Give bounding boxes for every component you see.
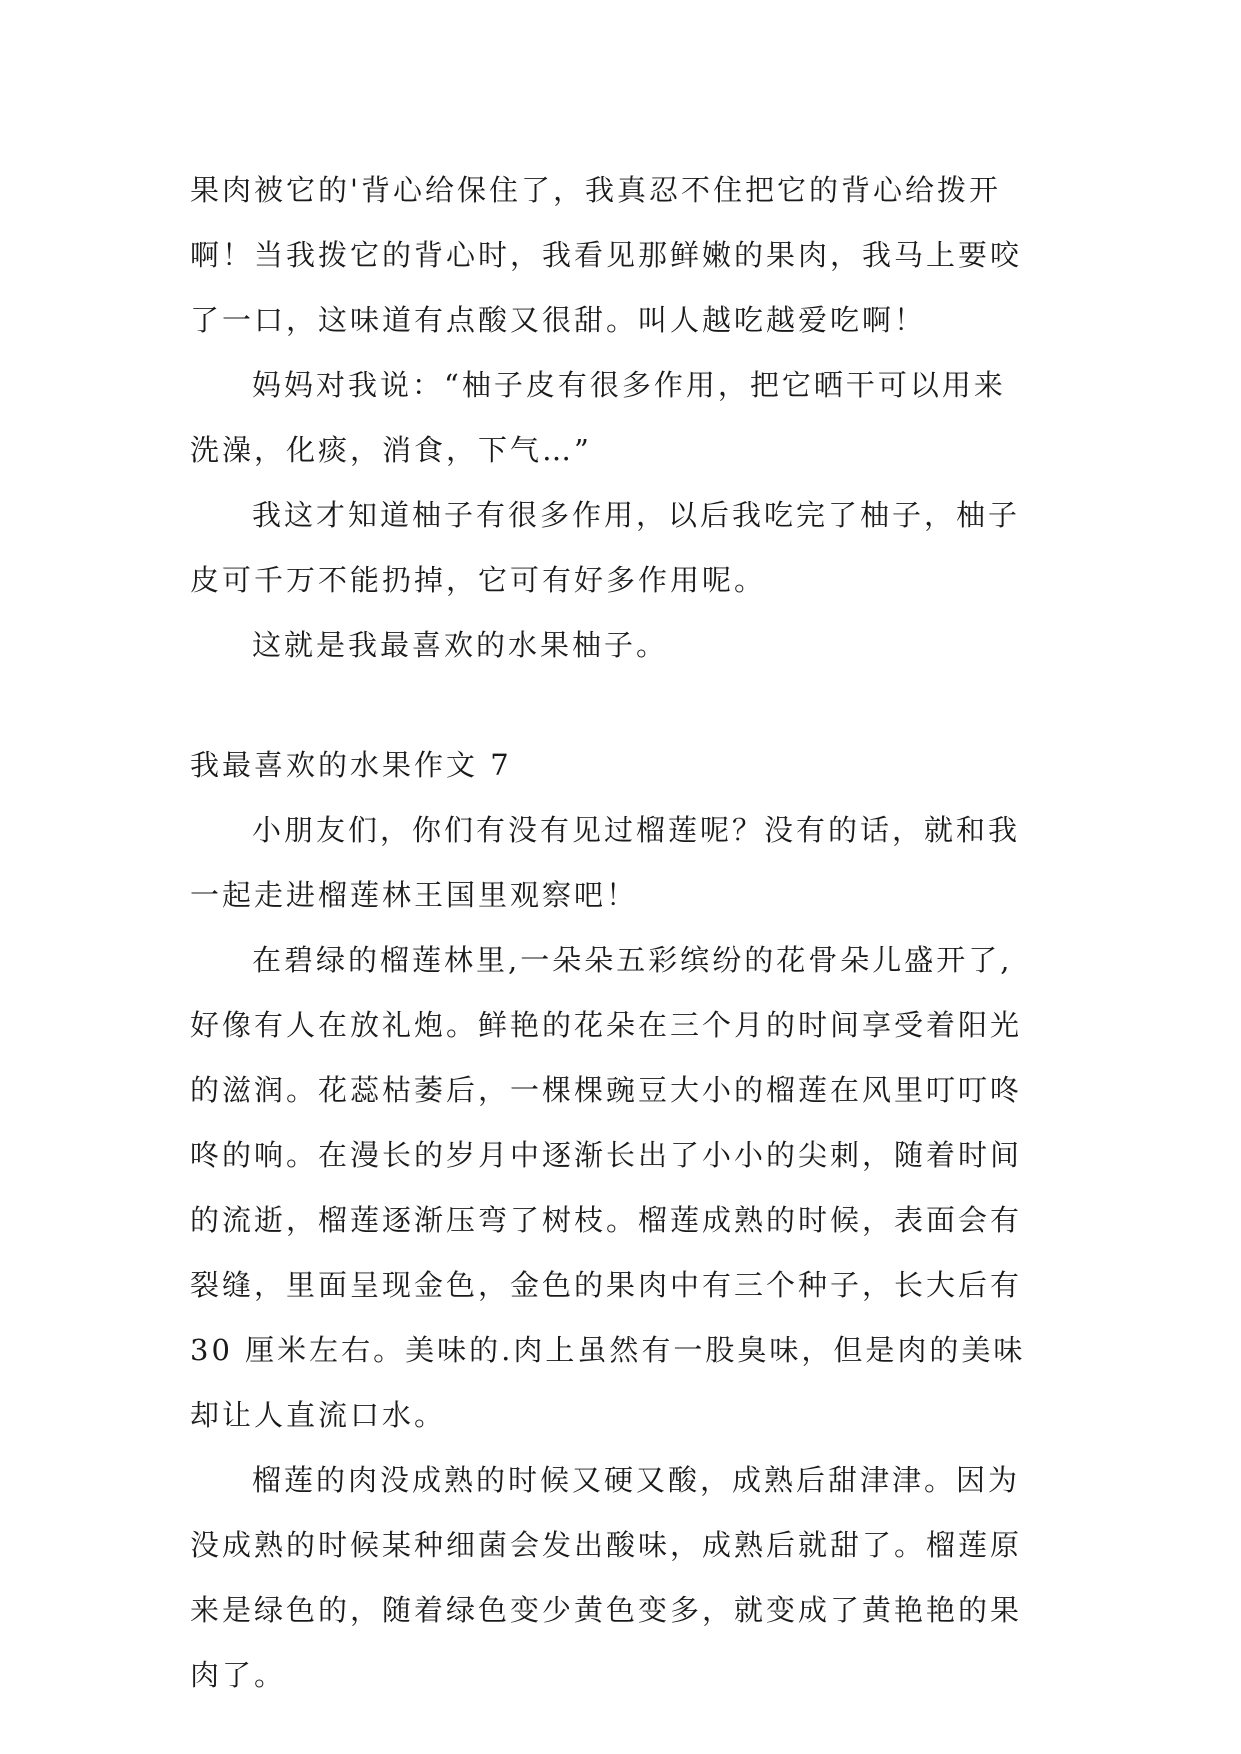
text-line: 我这才知道柚子有很多作用，以后我吃完了柚子，柚子 <box>252 498 1021 532</box>
text-line: 榴莲的肉没成熟的时候又硬又酸，成熟后甜津津。因为 <box>252 1463 1021 1497</box>
text-line: 一起走进榴莲林王国里观察吧！ <box>190 878 639 912</box>
paragraph <box>190 483 1060 613</box>
text-line: 来是绿色的，随着绿色变少黄色变多，就变成了黄艳艳的果 <box>190 1593 1023 1627</box>
section-title: 我最喜欢的水果作文 7 <box>190 748 512 782</box>
text-line: 的滋润。花蕊枯萎后，一棵棵豌豆大小的榴莲在风里叮叮咚 <box>190 1073 1023 1107</box>
text-line: 的流逝，榴莲逐渐压弯了树枝。榴莲成熟的时候，表面会有 <box>190 1203 1023 1237</box>
text-line: 皮可千万不能扔掉，它可有好多作用呢。 <box>190 563 767 597</box>
paragraph <box>190 158 1060 353</box>
text-line: 这就是我最喜欢的水果柚子。 <box>252 628 669 662</box>
paragraph <box>190 1448 1060 1708</box>
text-line: 小朋友们，你们有没有见过榴莲呢？没有的话，就和我 <box>252 813 1021 847</box>
document-body <box>190 158 1060 1708</box>
text-line: 妈妈对我说：“柚子皮有很多作用，把它晒干可以用来 <box>252 368 1006 402</box>
text-line: 没成熟的时候某种细菌会发出酸味，成熟后就甜了。榴莲原 <box>190 1528 1023 1562</box>
text-line: 却让人直流口水。 <box>190 1398 447 1432</box>
text-line: 肉了。 <box>190 1658 287 1692</box>
text-line: 裂缝，里面呈现金色，金色的果肉中有三个种子，长大后有 <box>190 1268 1023 1302</box>
text-line: 了一口，这味道有点酸又很甜。叫人越吃越爱吃啊！ <box>190 303 927 337</box>
paragraph <box>190 353 1060 483</box>
paragraph <box>190 798 1060 928</box>
section-gap <box>190 678 1060 733</box>
text-line: 好像有人在放礼炮。鲜艳的花朵在三个月的时间享受着阳光 <box>190 1008 1023 1042</box>
paragraph <box>190 613 1060 678</box>
text-line: 咚的响。在漫长的岁月中逐渐长出了小小的尖刺，随着时间 <box>190 1138 1023 1172</box>
text-line: 洗澡，化痰，消食，下气…” <box>190 433 592 467</box>
text-line: 啊！当我拨它的背心时，我看见那鲜嫩的果肉，我马上要咬 <box>190 238 1023 272</box>
text-line: 果肉被它的'背心给保住了，我真忍不住把它的背心给拨开 <box>190 173 1001 207</box>
text-line: 30 厘米左右。美味的.肉上虽然有一股臭味，但是肉的美味 <box>190 1333 1026 1367</box>
text-line: 在碧绿的榴莲林里,一朵朵五彩缤纷的花骨朵儿盛开了, <box>252 943 1013 977</box>
paragraph <box>190 928 1060 1448</box>
